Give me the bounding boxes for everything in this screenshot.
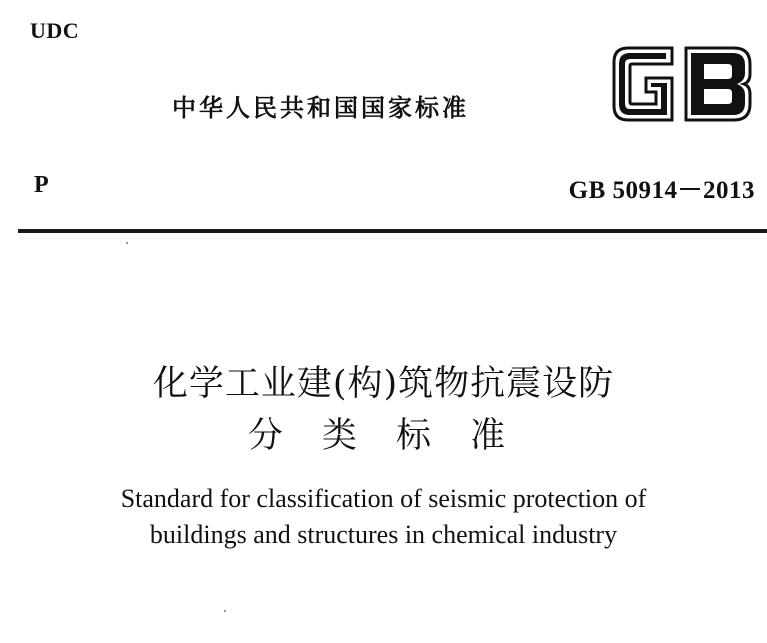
scan-speck [224, 610, 226, 612]
title-chinese-line2: 分 类 标 准 [247, 416, 520, 456]
gb-logo-b-fill [691, 53, 745, 115]
gb-logo [606, 40, 758, 128]
title-english-line2: buildings and structures in chemical industry [149, 520, 618, 549]
udc-label: UDC [30, 18, 80, 43]
standard-number: GB 50914－2013 [568, 177, 755, 204]
title-english-line1: Standard for classification of seismic protection of [120, 484, 647, 513]
classification-code: P [34, 172, 49, 198]
national-standard-heading: 中华人民共和国国家标准 [172, 94, 469, 122]
scan-speck [126, 242, 128, 244]
header-divider [18, 229, 767, 233]
title-chinese-line1: 化学工业建(构)筑物抗震设防 [152, 364, 615, 404]
gb-logo-g-fill [619, 53, 667, 115]
